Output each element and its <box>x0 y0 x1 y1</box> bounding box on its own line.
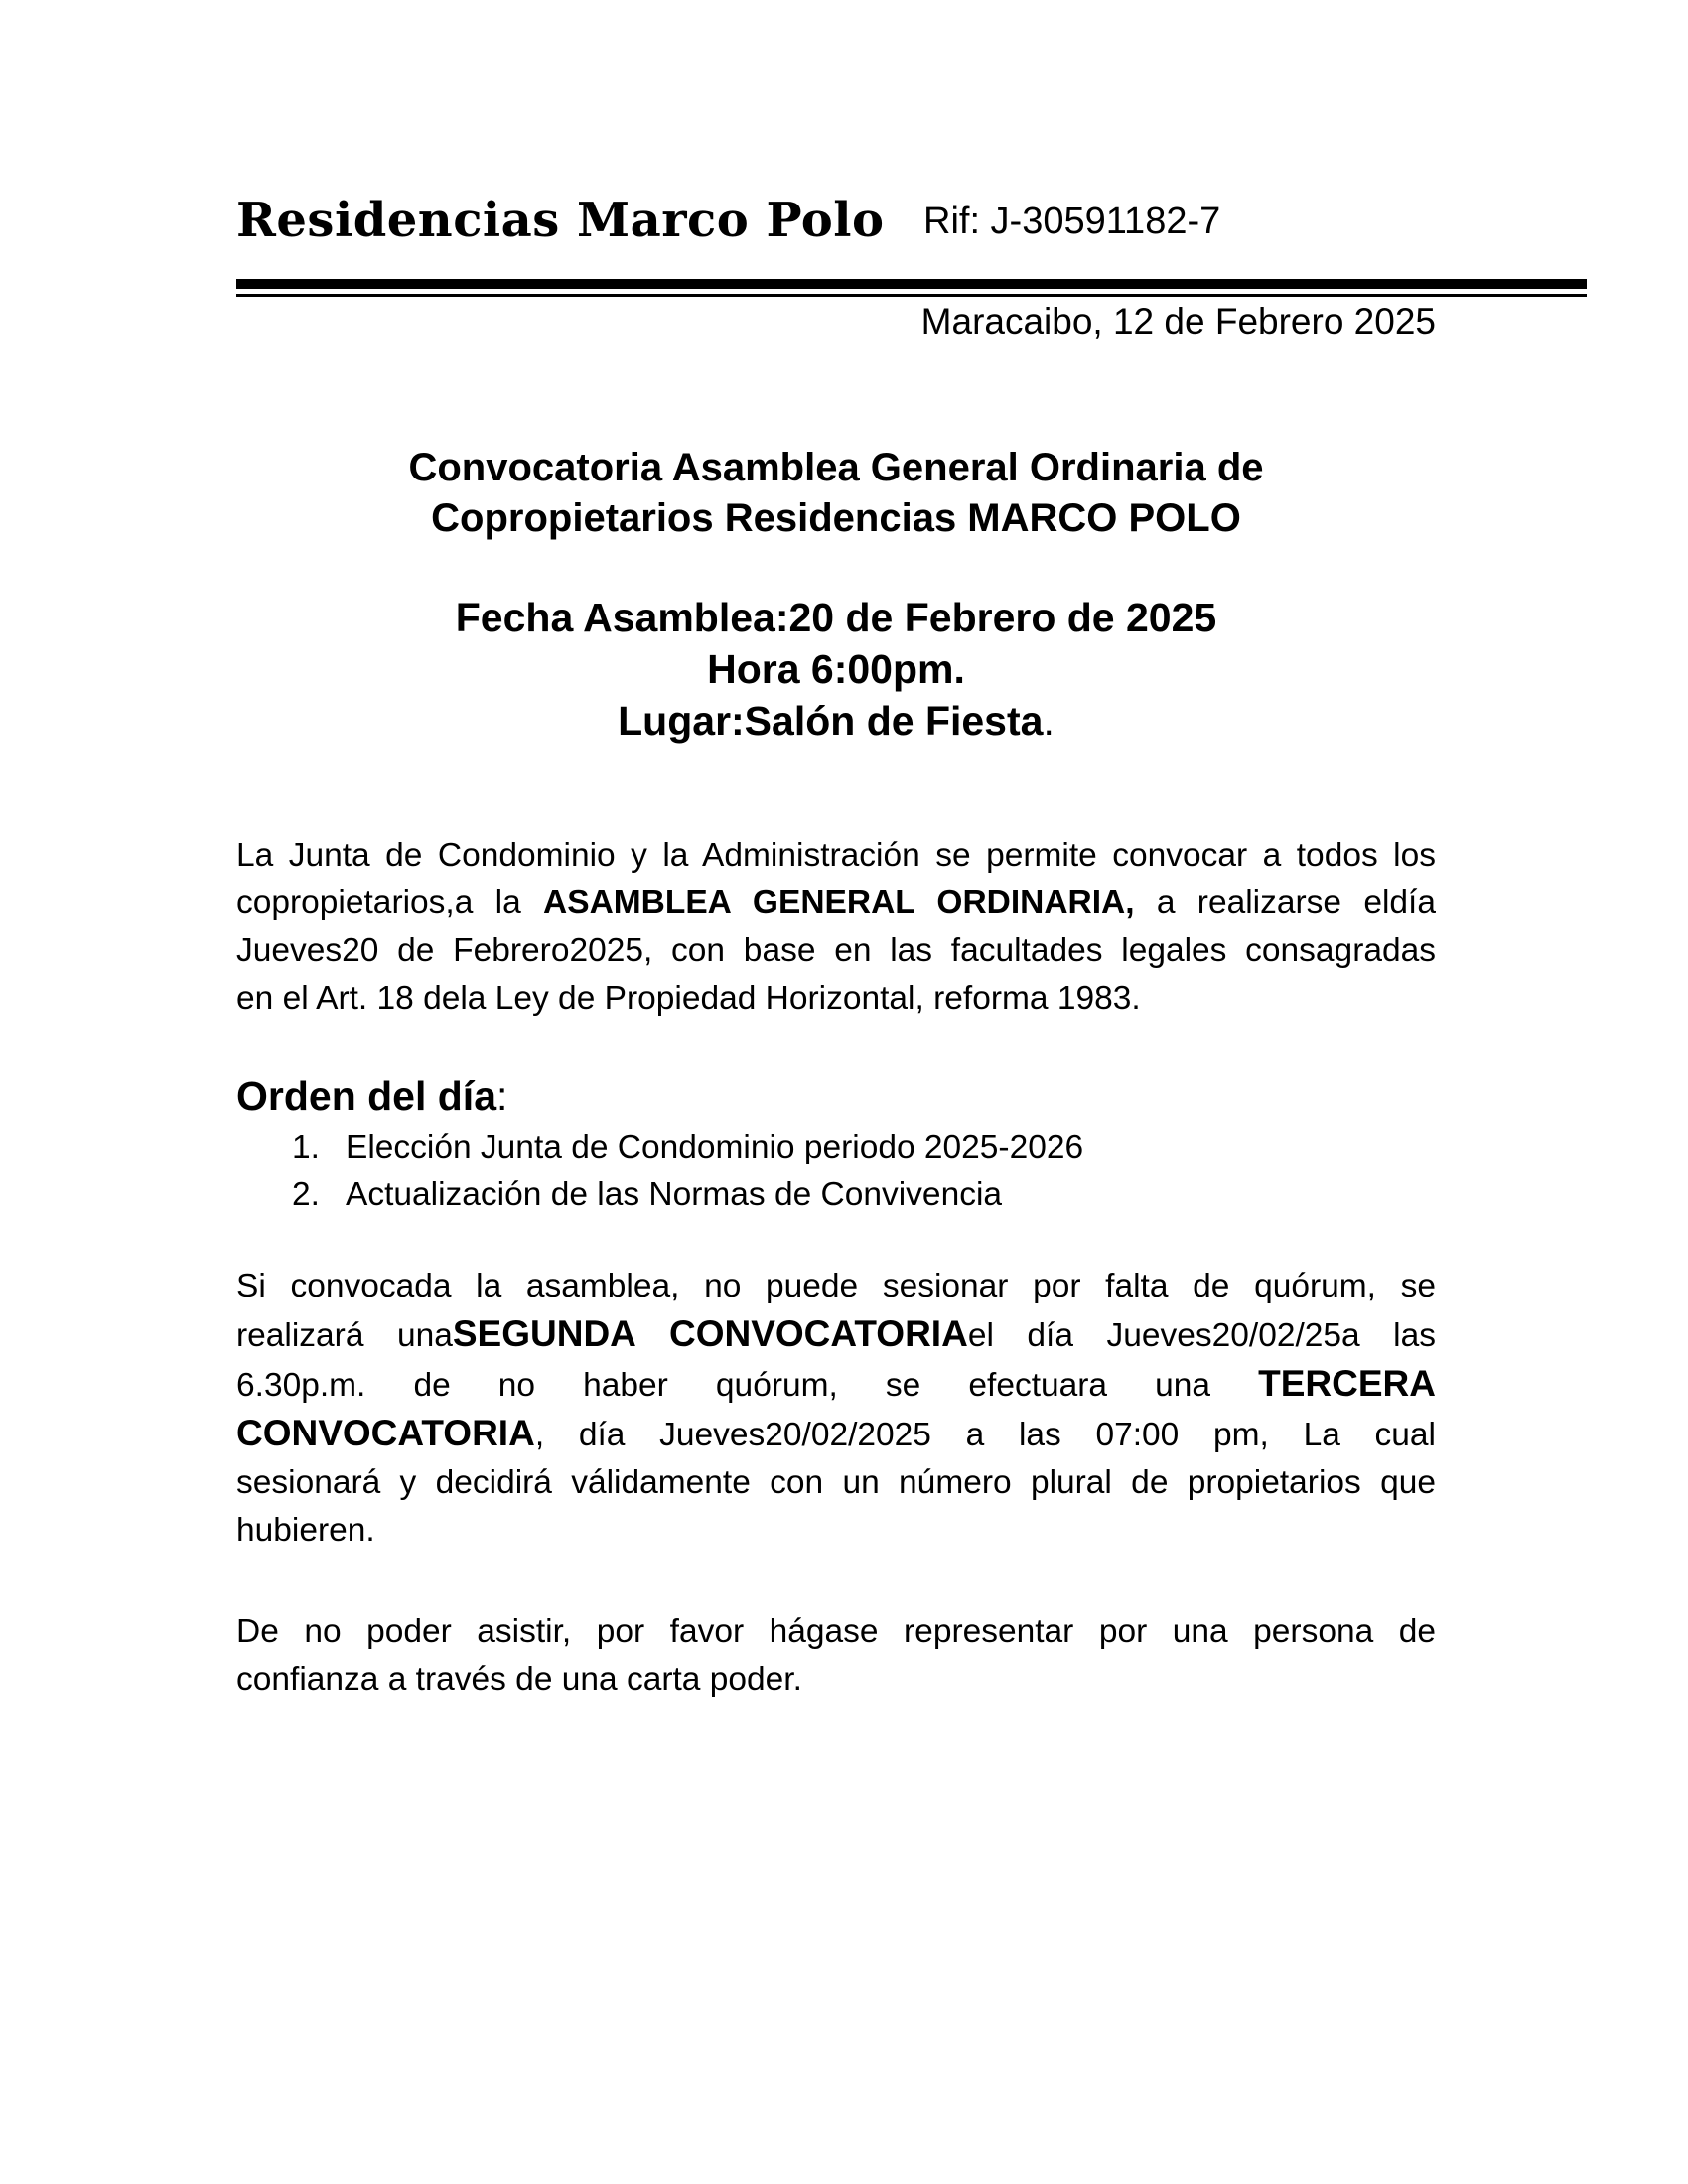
convocatoria-line-6: hubieren. <box>236 1512 375 1549</box>
agenda-item-number: 1. <box>292 1129 320 1165</box>
agenda-item-text: Actualización de las Normas de Convivencia <box>346 1176 1003 1213</box>
letterhead <box>236 195 1587 246</box>
meeting-details <box>236 592 1436 747</box>
place-date: Maracaibo, 12 de Febrero 2025 <box>920 301 1436 341</box>
convocatoria-line-4 <box>236 1410 1436 1459</box>
convocatoria-line-2-c: el día Jueves20/02/25a las <box>967 1317 1436 1354</box>
segunda-convocatoria-emphasis: SEGUNDA CONVOCATORIA <box>452 1313 968 1354</box>
agenda-item-number: 2. <box>292 1176 320 1213</box>
title-line-2: Copropietarios Residencias MARCO POLO <box>431 496 1241 540</box>
convocatoria-line-3 <box>236 1360 1436 1410</box>
convocatoria-emphasis: CONVOCATORIA <box>236 1413 535 1453</box>
agenda-heading-colon: : <box>496 1073 508 1119</box>
meeting-place-period: . <box>1043 698 1055 744</box>
title-line-1: Convocatoria Asamblea General Ordinaria de <box>408 446 1264 489</box>
tercera-emphasis: TERCERA <box>1258 1363 1436 1404</box>
list-item <box>236 1171 1436 1219</box>
document-title <box>236 443 1436 544</box>
convocatoria-line-1: Si convocada la asamblea, no puede sesionar por falta de quórum, se <box>236 1268 1436 1304</box>
convocatoria-line-3-a: 6.30p.m. de no haber quórum, se efectuara una <box>236 1367 1259 1404</box>
agenda-heading-text: Orden del día <box>236 1073 496 1119</box>
convocatoria-line-2-a: realizará una <box>236 1317 453 1354</box>
agenda-list <box>236 1124 1436 1219</box>
convocatoria-line-5: sesionará y decidirá válidamente con un número plural de propietarios que <box>236 1464 1436 1501</box>
header-rule-thin <box>236 294 1587 297</box>
intro-line-2 <box>236 880 1436 927</box>
assembly-type-emphasis: ASAMBLEA GENERAL ORDINARIA, <box>543 885 1135 921</box>
list-item <box>236 1124 1436 1171</box>
convocatoria-paragraph <box>236 1263 1436 1555</box>
convocatoria-line-4-b: , día Jueves20/02/2025 a las 07:00 pm, La cual <box>534 1417 1436 1453</box>
intro-line-3: Jueves20 de Febrero2025, con base en las facultades legales consagradas <box>236 932 1436 969</box>
agenda-item-text: Elección Junta de Condominio periodo 2025-2026 <box>346 1129 1084 1165</box>
meeting-date: Fecha Asamblea:20 de Febrero de 2025 <box>455 595 1217 640</box>
intro-paragraph <box>236 832 1436 1023</box>
closing-paragraph <box>236 1608 1436 1704</box>
agenda-heading <box>236 1070 507 1122</box>
organization-name: Residencias Marco Polo <box>236 193 885 248</box>
header-rule-thick <box>236 279 1587 289</box>
intro-line-2-a: copropietarios,a la <box>236 885 544 921</box>
closing-line-2: confianza a través de una carta poder. <box>236 1661 802 1698</box>
meeting-place <box>236 695 1436 747</box>
intro-line-4: en el Art. 18 dela Ley de Propiedad Horizontal, reforma 1983. <box>236 980 1141 1017</box>
rif-number: Rif: J-30591182-7 <box>923 201 1221 242</box>
intro-line-2-c: a realizarse eldía <box>1134 885 1436 921</box>
convocatoria-line-2 <box>236 1310 1436 1360</box>
intro-line-1: La Junta de Condominio y la Administración se permite convocar a todos los <box>236 837 1436 874</box>
closing-line-1: De no poder asistir, por favor hágase representar por una persona de <box>236 1613 1436 1650</box>
meeting-place-text: Lugar:Salón de Fiesta <box>618 698 1044 744</box>
meeting-time: Hora 6:00pm. <box>707 646 965 692</box>
